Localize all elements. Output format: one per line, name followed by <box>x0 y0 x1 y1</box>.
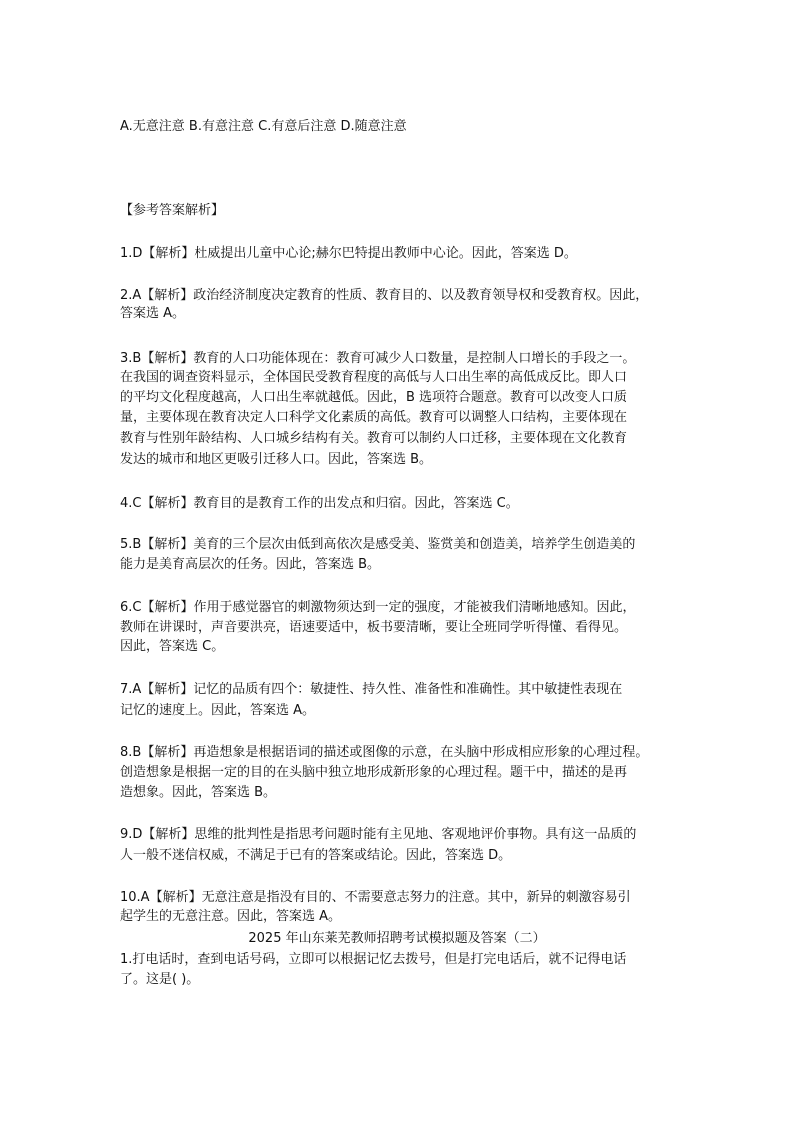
answer-3-line-1: 3.B【解析】教育的人口功能体现在：教育可减少人口数量，是控制人口增长的手段之一。 <box>120 351 636 366</box>
answer-6-line-1: 6.C【解析】作用于感觉器官的刺激物须达到一定的强度，才能被我们清晰地感知。因此， <box>120 600 636 615</box>
question-options: A.无意注意 B.有意注意 C.有意后注意 D.随意注意 <box>120 119 407 134</box>
answer-4-line-1: 4.C【解析】教育目的是教育工作的出发点和归宿。因此，答案选 C。 <box>120 496 519 511</box>
answer-8-line-2: 创造想象是根据一定的目的在头脑中独立地形成新形象的心理过程。题干中，描述的是再 <box>120 765 628 780</box>
answer-6-line-2: 教师在讲课时，声音要洪亮，语速要适中，板书要清晰，要让全班同学听得懂、看得见。 <box>120 620 628 635</box>
answer-3-line-4: 量，主要体现在教育决定人口科学文化素质的高低。教育可以调整人口结构，主要体现在 <box>120 410 628 425</box>
answer-3-line-3: 的平均文化程度越高，人口出生率就越低。因此，B 选项符合题意。教育可以改变人口质 <box>120 390 628 405</box>
answer-10-line-2: 起学生的无意注意。因此，答案选 A。 <box>120 909 342 924</box>
answer-9-line-1: 9.D【解析】思维的批判性是指思考问题时能有主见地、客观地评价事物。具有这一品质的 <box>120 827 637 842</box>
answer-5-line-2: 能力是美育高层次的任务。因此，答案选 B。 <box>120 557 381 572</box>
answer-10-line-1: 10.A【解析】无意注意是指没有目的、不需要意志努力的注意。其中，新异的刺激容易引 <box>120 890 631 905</box>
answer-3-line-6: 发达的城市和地区更吸引迁移人口。因此，答案选 B。 <box>120 452 433 467</box>
answer-7-line-1: 7.A【解析】记忆的品质有四个：敏捷性、持久性、准备性和准确性。其中敏捷性表现在 <box>120 682 623 697</box>
section-heading: 【参考答案解析】 <box>120 203 225 218</box>
answer-6-line-3: 因此，答案选 C。 <box>120 639 225 654</box>
answer-2-line-1: 2.A【解析】政治经济制度决定教育的性质、教育目的、以及教育领导权和受教育权。因此， <box>120 288 649 303</box>
answer-8-line-3: 造想象。因此，答案选 B。 <box>120 785 277 800</box>
answer-8-line-1: 8.B【解析】再造想象是根据语词的描述或图像的示意，在头脑中形成相应形象的心理过程。 <box>120 745 649 760</box>
answer-9-line-2: 人一般不迷信权威，不满足于已有的答案或结论。因此，答案选 D。 <box>120 848 512 863</box>
answer-1-line-1: 1.D【解析】杜威提出儿童中心论;赫尔巴特提出教师中心论。因此，答案选 D。 <box>120 246 577 261</box>
answer-2-line-2: 答案选 A。 <box>120 306 186 321</box>
next-section-title: 2025 年山东莱芜教师招聘考试模拟题及答案（二） <box>248 931 546 946</box>
answer-7-line-2: 记忆的速度上。因此，答案选 A。 <box>120 703 316 718</box>
answer-5-line-1: 5.B【解析】美育的三个层次由低到高依次是感受美、鉴赏美和创造美，培养学生创造美的 <box>120 537 636 552</box>
next-question-line-1: 1.打电话时，查到电话号码，立即可以根据记忆去拨号，但是打完电话后，就不记得电话 <box>120 952 627 967</box>
answer-3-line-2: 在我国的调查资料显示，全体国民受教育程度的高低与人口出生率的高低成反比。即人口 <box>120 370 628 385</box>
next-question-line-2: 了。这是( )。 <box>120 972 200 987</box>
answer-3-line-5: 教育与性别年龄结构、人口城乡结构有关。教育可以制约人口迁移，主要体现在文化教育 <box>120 431 628 446</box>
